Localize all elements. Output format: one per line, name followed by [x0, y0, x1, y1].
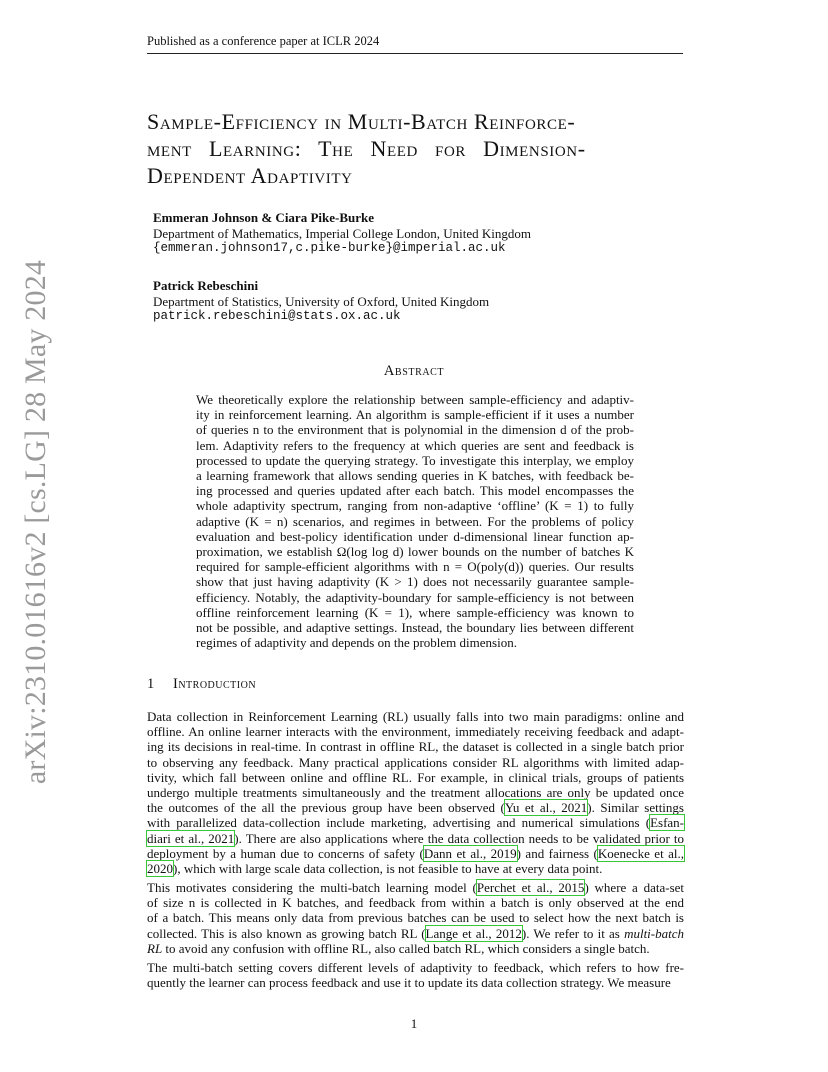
citation-link[interactable]: Dann et al., 2019: [423, 845, 517, 861]
text-line: 2020), which with large scale data collection, is not feasible to have at every data point.: [147, 861, 603, 877]
running-header: Published as a conference paper at ICLR 2024: [147, 34, 683, 54]
author-affiliation: Department of Statistics, University of Oxford, United Kingdom: [153, 293, 490, 309]
author-email[interactable]: patrick.rebeschini@stats.ox.ac.uk: [153, 309, 401, 323]
body-paragraph: [147, 880, 684, 956]
title-line: ment Learning: The Need for Dimension-: [147, 136, 586, 161]
title-line: Sample-Efficiency in Multi-Batch Reinforce-: [147, 109, 576, 134]
text-line: of queries n to the environment that is polynomial in the dimension d of the prob-: [196, 422, 634, 438]
paper-title: [147, 108, 687, 189]
title-line: Dependent Adaptivity: [147, 163, 353, 188]
text-line: ing processed and queries updated after each batch. This model encompasses the: [196, 483, 634, 499]
abstract-text: [196, 392, 634, 650]
body-paragraph: [147, 709, 684, 876]
citation-link[interactable]: diari et al., 2021: [147, 830, 235, 846]
section-title: Introduction: [173, 676, 257, 692]
citation-link[interactable]: Perchet et al., 2015: [476, 880, 585, 895]
text-line: This motivates considering the multi-batch learning model (Perchet et al., 2015) where a data-set: [147, 880, 685, 895]
section-number: 1: [147, 676, 155, 692]
text-line: the outcomes of the all the previous group have been observed (Yu et al., 2021). Similar settings: [147, 800, 684, 816]
text-line: evaluation and best-policy identification under d-dimensional linear function ap-: [196, 528, 634, 544]
author-email[interactable]: {emmeran.johnson17,c.pike-burke}@imperial.ac.uk: [153, 241, 506, 255]
text-line: diari et al., 2021). There are also applications where the data collection needs to be validated prior to: [147, 830, 684, 846]
text-line: required for sample-efficient algorithms with n = O(poly(d)) queries. Our results: [196, 559, 634, 575]
text-line: whole adaptivity spectrum, ranging from non-adaptive ‘offline’ (K = 1) to fully: [196, 498, 634, 514]
text-line: to observing any feedback. Many practical applications consider RL algorithms with limited adap-: [147, 754, 684, 770]
abstract-heading: Abstract: [383, 363, 445, 379]
author-names: Patrick Rebeschini: [153, 278, 259, 293]
text-line: We theoretically explore the relationship between sample-efficiency and adaptiv-: [196, 392, 634, 407]
text-line: offline. An online learner interacts with the environment, immediately receiving feedback and adapt-: [147, 724, 684, 740]
text-line: RL to avoid any confusion with offline RL, also called batch RL, which considers a single batch.: [147, 940, 650, 956]
text-line: efficiency. Notably, the adaptivity-boundary for sample-efficiency is not between: [196, 589, 634, 605]
text-line: a learning framework that allows sending queries in K batches, with feedback be-: [196, 468, 634, 484]
text-line: of a batch. This means only data from previous batches can be used to select how the next batch is: [147, 910, 684, 926]
text-line: The multi-batch setting covers different levels of adaptivity to feedback, which refers to how fre-: [147, 960, 684, 975]
author-block: [153, 210, 673, 257]
arxiv-identifier[interactable]: arXiv:2310.01616v2 [cs.LG] 28 May 2024: [19, 259, 52, 785]
text-line: undergo multiple treatments simultaneously and the treatment allocations are only be updated once: [147, 785, 684, 801]
author-affiliation: Department of Mathematics, Imperial College London, United Kingdom: [153, 225, 531, 241]
text-line: ity in reinforcement learning. An algorithm is sample-efficient if it uses a number: [196, 407, 634, 423]
author-names: Emmeran Johnson & Ciara Pike-Burke: [153, 210, 374, 225]
citation-link[interactable]: Lange et al., 2012: [425, 925, 522, 941]
citation-link[interactable]: Yu et al., 2021: [504, 800, 588, 816]
text-line: show that just having adaptivity (K > 1) does not necessarily guarantee sample-: [196, 574, 634, 590]
text-line: adaptive (K = n) scenarios, and regimes in between. For the problems of policy: [196, 513, 634, 529]
body-paragraph: [147, 960, 684, 990]
text-line: ing its decisions in real-time. In contrast in offline RL, the dataset is collected in a single batch prior: [147, 739, 684, 755]
text-line: proximation, we establish Ω(log log d) lower bounds on the number of batches K: [196, 544, 634, 560]
text-line: regimes of adaptivity and depends on the problem dimension.: [196, 635, 517, 651]
section-heading: [147, 676, 256, 693]
text-line: deployment by a human due to concerns of safety (Dann et al., 2019) and fairness (Koenecke et al.,: [147, 845, 685, 861]
text-line: lem. Adaptivity refers to the frequency at which queries are sent and feedback is: [196, 437, 634, 453]
emphasis: RL: [147, 940, 163, 956]
text-line: quently the learner can process feedback and use it to update its data collection strategy. We measure: [147, 975, 671, 991]
page-number: 1: [410, 1016, 418, 1031]
citation-link[interactable]: Koenecke et al.,: [597, 845, 685, 861]
text-line: not be possible, and adaptive settings. Instead, the boundary lies between different: [196, 620, 634, 636]
text-line: offline reinforcement learning (K = 1), where sample-efficiency was known to: [196, 604, 634, 620]
text-line: processed to update the querying strategy. To investigate this interplay, we employ: [196, 452, 634, 468]
arxiv-stamp: [16, 259, 56, 785]
citation-link[interactable]: Esfan-: [650, 815, 684, 831]
text-line: collected. This is also known as growing batch RL (Lange et al., 2012). We refer to it as multi-batch: [147, 925, 684, 941]
citation-link[interactable]: 2020: [147, 861, 173, 877]
text-line: tivity, which fall between online and offline RL. For example, in clinical trials, groups of patients: [147, 769, 684, 785]
author-block: [153, 278, 673, 325]
text-line: Data collection in Reinforcement Learning (RL) usually falls into two main paradigms: online and: [147, 709, 684, 724]
text-line: with parallelized data-collection include marketing, advertising and numerical simulations (Esfan-: [147, 815, 684, 831]
text-line: of size n is collected in K batches, and feedback from within a batch is only observed at the end: [147, 895, 684, 911]
emphasis: multi-batch: [624, 925, 684, 941]
